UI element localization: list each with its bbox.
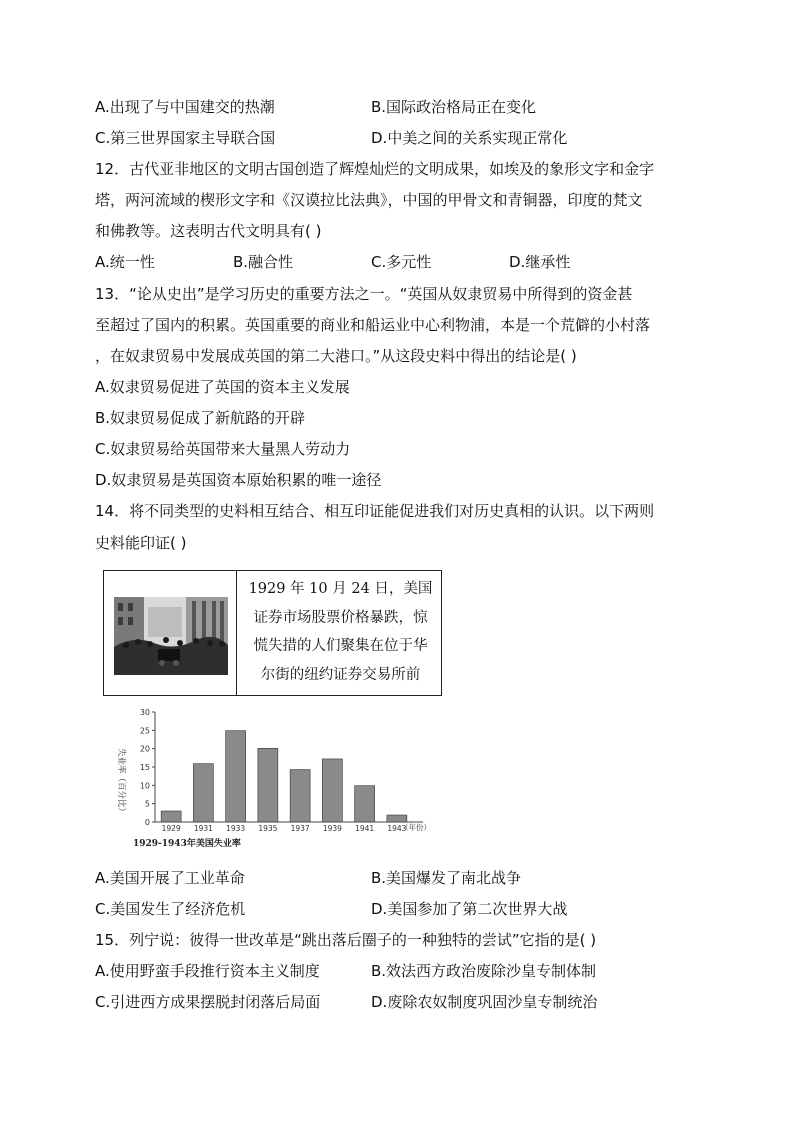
x-tick-label: 1929 xyxy=(161,824,181,833)
q13-option-a: A.奴隶贸易促进了英国的资本主义发展 xyxy=(95,378,350,396)
photo-caption xyxy=(244,575,437,689)
q12-stem-line-1: 12．古代亚非地区的文明古国创造了辉煌灿烂的文明成果，如埃及的象形文字和金字 xyxy=(95,160,655,178)
q14-source-figure xyxy=(103,570,442,696)
bar xyxy=(387,815,407,822)
bar xyxy=(258,748,278,822)
bar xyxy=(355,786,375,822)
q14-stem-line-1: 14．将不同类型的史料相互结合、相互印证能促进我们对历史真相的认识。以下两则 xyxy=(95,502,655,520)
figure-divider xyxy=(236,571,237,695)
q13-option-b: B.奴隶贸易促成了新航路的开辟 xyxy=(95,409,306,427)
y-tick-label: 30 xyxy=(139,708,150,717)
bar xyxy=(226,731,246,822)
q11-option-b: B.国际政治格局正在变化 xyxy=(371,98,537,116)
q12-option-a: A.统一性 xyxy=(95,253,155,271)
caption-line: 证券市场股票价格暴跌，惊 xyxy=(253,609,428,626)
y-tick-label: 20 xyxy=(139,744,150,754)
bar xyxy=(161,811,181,822)
q12-option-b: B.融合性 xyxy=(233,253,294,271)
q15-option-b: B.效法西方政治废除沙皇专制体制 xyxy=(371,962,597,980)
q15-option-a: A.使用野蛮手段推行资本主义制度 xyxy=(95,962,320,980)
q15-option-d: D.废除农奴制度巩固沙皇专制统治 xyxy=(371,993,598,1011)
q15-option-c: C.引进西方成果摆脱封闭落后局面 xyxy=(95,993,321,1011)
q13-stem-line-2: 至超过了国内的积累。英国重要的商业和船运业中心利物浦，本是一个荒僻的小村落 xyxy=(95,316,651,334)
x-tick-label: 1941 xyxy=(355,824,375,833)
q12-stem-line-2: 塔，两河流域的楔形文字和《汉谟拉比法典》，中国的甲骨文和青铜器，印度的梵文 xyxy=(95,191,643,209)
q13-option-d: D.奴隶贸易是英国资本原始积累的唯一途径 xyxy=(95,471,382,489)
x-tick-label: 1943 xyxy=(387,824,407,833)
caption-line: 尔街的纽约证券交易所前 xyxy=(260,666,421,683)
chart-title: 1929-1943年美国失业率 xyxy=(133,839,241,849)
bar xyxy=(290,770,310,822)
x-tick-label: 1937 xyxy=(290,824,310,833)
unemployment-bar-chart xyxy=(113,708,443,850)
q13-stem-line-1: 13．“论从史出”是学习历史的重要方法之一。“英国从奴隶贸易中所得到的资金甚 xyxy=(95,285,633,303)
y-tick-label: 25 xyxy=(139,726,150,736)
q14-option-b: B.美国爆发了南北战争 xyxy=(371,869,522,887)
bar xyxy=(193,764,213,822)
q12-option-d: D.继承性 xyxy=(509,253,571,271)
bar xyxy=(322,759,342,822)
x-tick-label: 1931 xyxy=(193,824,213,833)
y-tick-label: 15 xyxy=(139,763,150,772)
chart-x-axis-label: （年份） xyxy=(401,823,431,832)
wall-street-crowd-photo xyxy=(114,597,228,675)
x-tick-label: 1935 xyxy=(258,824,278,833)
q13-stem-line-3: ，在奴隶贸易中发展成英国的第二大港口。”从这段史料中得出的结论是( ) xyxy=(95,347,577,365)
chart-y-axis-label: 失业率（百分比） xyxy=(116,748,126,817)
q14-option-d: D.美国参加了第二次世界大战 xyxy=(371,900,568,918)
y-tick-label: 5 xyxy=(144,799,150,809)
q11-option-a: A.出现了与中国建交的热潮 xyxy=(95,98,275,116)
q12-stem-line-3: 和佛教等。这表明古代文明具有( ) xyxy=(95,222,322,240)
q14-option-a: A.美国开展了工业革命 xyxy=(95,869,245,887)
q15-stem-line-1: 15．列宁说：彼得一世改革是“跳出落后圈子的一种独特的尝试”它指的是( ) xyxy=(95,931,597,949)
x-tick-label: 1939 xyxy=(322,824,342,833)
q14-option-c: C.美国发生了经济危机 xyxy=(95,900,246,918)
q12-option-c: C.多元性 xyxy=(371,253,432,271)
y-tick-label: 10 xyxy=(139,781,150,791)
unemployment-chart xyxy=(113,708,443,850)
caption-line: 1929 年 10 月 24 日，美国 xyxy=(248,581,433,597)
q11-option-c: C.第三世界国家主导联合国 xyxy=(95,129,276,147)
y-tick-label: 0 xyxy=(144,818,150,827)
q11-option-d: D.中美之间的关系实现正常化 xyxy=(371,129,568,147)
caption-line: 慌失措的人们聚集在位于华 xyxy=(253,638,428,654)
x-tick-label: 1933 xyxy=(226,824,246,833)
q14-stem-line-2: 史料能印证( ) xyxy=(95,534,187,552)
q13-option-c: C.奴隶贸易给英国带来大量黑人劳动力 xyxy=(95,440,351,458)
